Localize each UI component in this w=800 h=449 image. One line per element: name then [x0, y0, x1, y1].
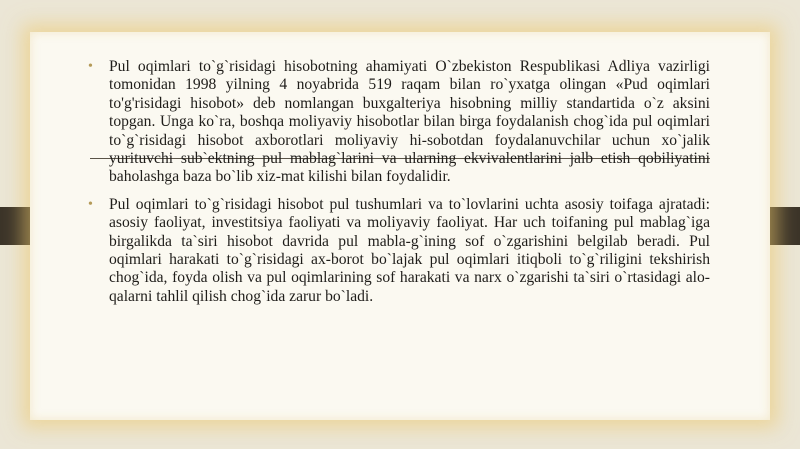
bullet-text-1: Pul oqimlari to`g`risidagi hisobotning ahamiyati O`zbekiston Respublikasi Adliya vazirligi tomonidan 1998 yilning 4 noyabrida 519 raqam bilan ro`yxatga olingan «Pud oqimlari to'g'risidagi hisobot» deb nomlangan buxgalteriya hisobning milliy standartida o`z aksini topgan. Unga ko`ra, boshqa moliyaviy hisobotlar bilan birga foydalanish chog`ida pul oqimlari to`g`risidagi hisobot axborotlari moliyaviy hi-sobotdan foydalanuvchilar uchun xo`jalik yurituvchi sub`ektning pul mablag`larini va ularning ekvivalentlarini jalb etish qobiliyatini baholashga baza bo`lib xiz-mat kilishi bilan foydalidir.	[109, 58, 710, 186]
bullet-dot-icon: •	[88, 196, 93, 212]
bullet-dot-icon: •	[88, 59, 93, 74]
slide-content	[88, 58, 710, 315]
bullet-item-2	[88, 196, 710, 306]
bullet-item-1	[88, 58, 710, 187]
bullet-text-2: Pul oqimlari to`g`risidagi hisobot pul tushumlari va to`lovlarini uchta asosiy toifaga ajratadi: asosiy faoliyat, investitsiya faoliyati va moliyaviy faoliyat. Har uch toifaning pul mablag`iga birgalikda ta`siri hisobot davrida pul mabla-g`ining sof o`zgarishini belgilab beradi. Pul oqimlari harakati to`g`risidagi ax-borot bo`lajak pul oqimlari itiqboli to`g`riligini tekshirish chog`ida, foyda olish va pul oqimlarining sof harakati va narx o`zgarishi ta`siri o`rtasidagi alo-qalarni tahlil qilish chog`ida zarur bo`ladi.	[109, 195, 710, 305]
